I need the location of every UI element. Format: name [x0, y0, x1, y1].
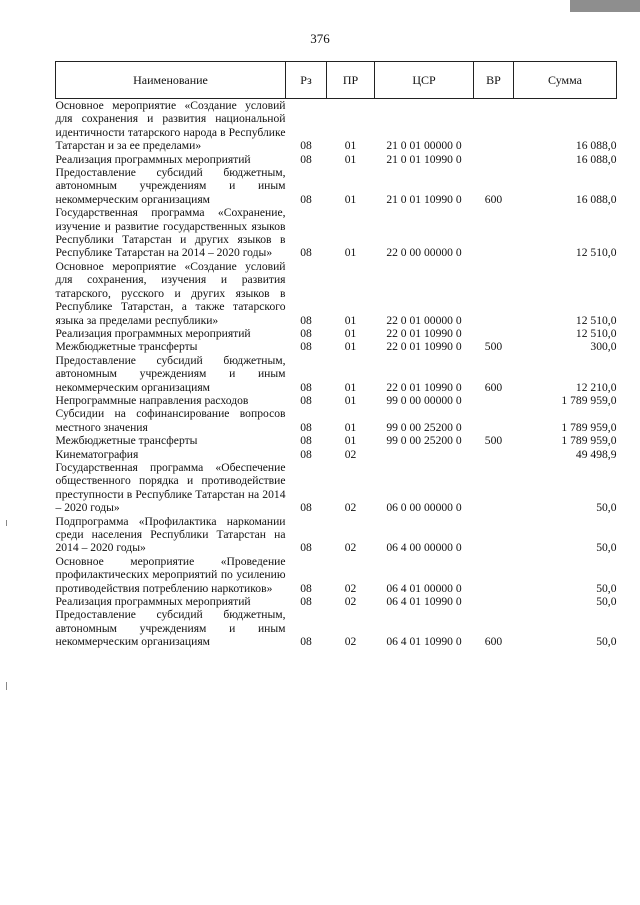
row-sum: 16 088,0 — [575, 192, 617, 206]
row-pr: 01 — [344, 326, 357, 340]
scan-margin-mark — [6, 520, 7, 526]
table-row — [56, 461, 617, 515]
row-rz: 08 — [300, 420, 312, 434]
table-header-row — [56, 62, 617, 99]
row-csr — [375, 448, 474, 461]
table-row — [56, 206, 617, 260]
row-sum: 50,0 — [596, 501, 617, 515]
row-vr — [474, 595, 514, 608]
row-pr: 02 — [344, 541, 357, 555]
row-pr: 01 — [344, 313, 357, 327]
header-pr: ПР — [327, 62, 375, 99]
row-csr: 06 4 01 10990 0 — [386, 595, 462, 609]
page-number: 376 — [310, 31, 330, 46]
row-pr: 01 — [344, 139, 357, 153]
row-pr: 01 — [344, 420, 357, 434]
row-csr: 22 0 01 10990 0 — [386, 380, 462, 394]
row-name: Реализация программных мероприятий — [55, 326, 251, 340]
row-csr: 06 0 00 00000 0 — [386, 501, 462, 515]
row-csr: 99 0 00 25200 0 — [386, 434, 462, 448]
table-row — [56, 434, 617, 447]
row-rz: 08 — [300, 192, 312, 206]
header-csr: ЦСР — [375, 62, 474, 99]
row-vr — [474, 394, 514, 407]
table-row — [56, 166, 617, 206]
header-sum: Сумма — [514, 62, 617, 99]
row-name: Подпрограмма «Профилактика наркомании среди населения Республики Татарстан на 2014 – 2020 годы» — [55, 514, 286, 555]
row-csr: 21 0 01 00000 0 — [386, 139, 462, 153]
row-sum: 300,0 — [590, 340, 617, 354]
table-row — [56, 407, 617, 434]
row-pr: 02 — [344, 635, 357, 649]
row-sum: 1 789 959,0 — [561, 420, 617, 434]
row-sum: 50,0 — [596, 541, 617, 555]
row-name: Предоставление субсидий бюджетным, автономным учреждениям и иным некоммерческим организациям — [55, 166, 286, 206]
table-row — [56, 327, 617, 340]
row-pr: 02 — [344, 447, 357, 461]
row-rz: 08 — [300, 501, 312, 515]
table-row — [56, 448, 617, 461]
row-vr — [474, 327, 514, 340]
row-name: Предоставление субсидий бюджетным, автономным учреждениям и иным некоммерческим организациям — [55, 353, 286, 394]
row-pr: 01 — [344, 380, 357, 394]
row-rz: 08 — [300, 139, 312, 153]
row-rz: 08 — [300, 152, 312, 166]
header-vr: ВР — [474, 62, 514, 99]
row-vr — [474, 206, 514, 260]
row-sum: 12 510,0 — [575, 326, 617, 340]
row-csr: 99 0 00 00000 0 — [386, 393, 462, 407]
row-sum: 12 510,0 — [575, 313, 617, 327]
row-name: Основное мероприятие «Создание условий для сохранения, изучения и развития татарского, русского и других языков в Республике Татарстан, а также татарского языка за пределами республики» — [55, 259, 286, 327]
row-name: Кинематография — [55, 447, 139, 461]
row-vr — [474, 555, 514, 595]
row-pr: 01 — [344, 340, 357, 354]
scan-corner-mark — [570, 0, 640, 12]
row-name: Реализация программных мероприятий — [55, 595, 251, 609]
row-rz: 08 — [300, 434, 312, 448]
row-pr: 02 — [344, 595, 357, 609]
row-csr: 06 4 00 00000 0 — [386, 541, 462, 555]
row-rz: 08 — [300, 447, 312, 461]
table-row — [56, 555, 617, 595]
budget-table — [55, 61, 617, 649]
row-name: Государственная программа «Обеспечение общественного порядка и противодействие преступности в Республике Татарстан на 2014 – 2020 годы» — [55, 460, 286, 515]
row-rz: 08 — [300, 541, 312, 555]
row-vr — [474, 407, 514, 434]
row-vr — [474, 461, 514, 515]
row-name: Межбюджетные трансферты — [55, 340, 198, 354]
row-rz: 08 — [300, 595, 312, 609]
row-csr: 21 0 01 10990 0 — [386, 152, 462, 166]
row-name: Субсидии на софинансирование вопросов местного значения — [55, 407, 286, 434]
row-sum: 1 789 959,0 — [561, 434, 617, 448]
row-sum: 50,0 — [596, 581, 617, 595]
row-rz: 08 — [300, 326, 312, 340]
row-csr: 22 0 01 10990 0 — [386, 340, 462, 354]
row-sum: 49 498,9 — [575, 447, 617, 461]
row-vr — [474, 153, 514, 166]
table-body — [56, 99, 617, 649]
row-sum: 16 088,0 — [575, 139, 617, 153]
row-name: Предоставление субсидий бюджетным, автономным учреждениям и иным некоммерческим организациям — [55, 608, 286, 649]
row-name: Межбюджетные трансферты — [55, 434, 198, 448]
row-sum: 50,0 — [596, 595, 617, 609]
row-rz: 08 — [300, 340, 312, 354]
row-csr: 22 0 01 10990 0 — [386, 326, 462, 340]
row-vr — [474, 448, 514, 461]
row-pr: 02 — [344, 501, 357, 515]
table-row — [56, 260, 617, 327]
table-row — [56, 99, 617, 153]
row-pr: 01 — [344, 192, 357, 206]
table-row — [56, 515, 617, 555]
row-rz: 08 — [300, 581, 312, 595]
row-rz: 08 — [300, 635, 312, 649]
row-pr: 01 — [344, 393, 357, 407]
row-vr: 600 — [484, 192, 503, 206]
table-row — [56, 608, 617, 648]
table-row — [56, 153, 617, 166]
row-csr: 06 4 01 10990 0 — [386, 635, 462, 649]
row-name: Основное мероприятие «Проведение профилактических мероприятий по усилению противодействия потреблению наркотиков» — [55, 554, 286, 595]
table-row — [56, 354, 617, 394]
row-csr: 99 0 00 25200 0 — [386, 420, 462, 434]
table-row — [56, 595, 617, 608]
table-row — [56, 394, 617, 407]
header-rz: Рз — [286, 62, 327, 99]
row-rz: 08 — [300, 393, 312, 407]
row-sum: 12 510,0 — [575, 246, 617, 260]
row-csr: 21 0 01 10990 0 — [386, 192, 462, 206]
row-csr: 06 4 01 00000 0 — [386, 581, 462, 595]
row-vr — [474, 99, 514, 153]
table-row — [56, 340, 617, 353]
row-rz: 08 — [300, 380, 312, 394]
row-name: Реализация программных мероприятий — [55, 152, 251, 166]
scan-margin-mark — [6, 682, 7, 690]
row-sum: 50,0 — [596, 635, 617, 649]
row-pr: 01 — [344, 434, 357, 448]
row-name: Государственная программа «Сохранение, изучение и развитие государственных языков Республики Татарстан и других языков в Республике Татарстан на 2014 – 2020 годы» — [55, 206, 286, 260]
row-name: Непрограммные направления расходов — [55, 393, 249, 407]
row-vr — [474, 515, 514, 555]
row-rz: 08 — [300, 313, 312, 327]
row-csr: 22 0 00 00000 0 — [386, 246, 462, 260]
row-vr: 500 — [484, 340, 503, 354]
row-name: Основное мероприятие «Создание условий для сохранения и развития национальной идентичности татарского народа в Республике Татарстан и за ее пределами» — [55, 99, 286, 153]
row-sum: 12 210,0 — [575, 380, 617, 394]
row-sum: 1 789 959,0 — [561, 393, 617, 407]
row-pr: 01 — [344, 246, 357, 260]
row-vr — [474, 260, 514, 327]
row-pr: 02 — [344, 581, 357, 595]
header-name: Наименование — [56, 62, 286, 99]
row-rz: 08 — [300, 246, 312, 260]
row-sum: 16 088,0 — [575, 152, 617, 166]
row-vr: 600 — [484, 380, 503, 394]
row-pr: 01 — [344, 152, 357, 166]
row-vr: 600 — [484, 635, 503, 649]
row-vr: 500 — [484, 434, 503, 448]
row-csr: 22 0 01 00000 0 — [386, 313, 462, 327]
